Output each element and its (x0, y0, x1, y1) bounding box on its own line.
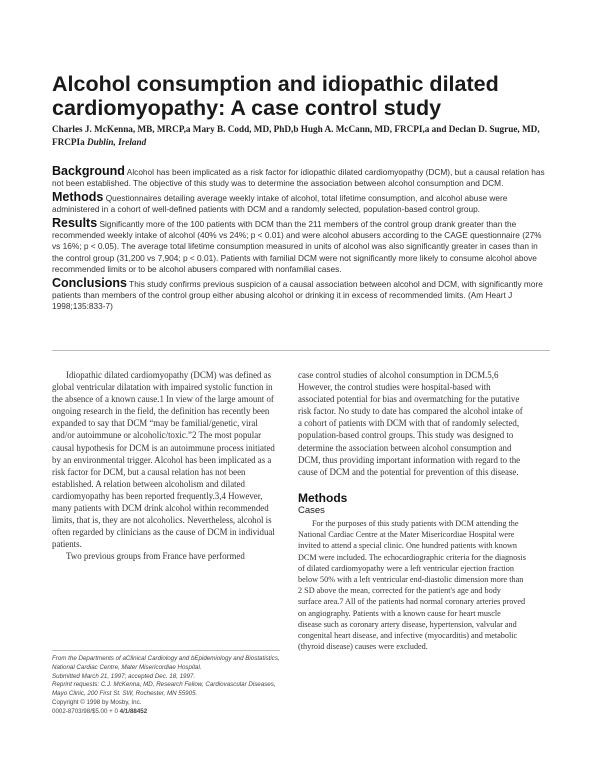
abstract-methods (52, 189, 550, 216)
article-title (52, 72, 552, 120)
title-line-1: Alcohol consumption and idiopathic dilated (52, 72, 499, 96)
footnote-institution: National Cardiac Centre, Mater Misericordiae Hospital. (52, 663, 202, 671)
abstract-conclusions (52, 275, 550, 313)
footnotes (52, 655, 284, 717)
results-text: Significantly more of the 100 patients with DCM than the 211 members of the control group drank greater than the recommended weekly intake of alcohol (40% vs 24%; p < 0.01) and were alcohol abusers according to the CAGE questionnaire (27% vs 16%; p < 0.05). The average total lifetime consumption measured in units of alcohol was also significantly greater in cases than in the control group (31,200 vs 7,904; p < 0.01). Patients with familial DCM were not significantly more likely to consume alcohol above recommended limits or to be alcohol abusers compared with nonfamilial cases. (52, 218, 542, 275)
footnote-divider (52, 650, 280, 651)
methods-abstract-heading: Methods (52, 189, 104, 204)
results-heading: Results (52, 215, 98, 230)
abstract-divider (52, 350, 550, 351)
authors-text: Charles J. McKenna, MB, MRCP,a Mary B. Codd, MD, PhD,b Hugh A. McCann, MD, FRCPI,a and Declan D. Sugrue, MD, FRCPIa (52, 124, 540, 147)
footnote-dates: Submitted March 21, 1997; accepted Dec. 18, 1997. (52, 672, 196, 680)
conclusions-text: This study confirms previous suspicion of a causal association between alcohol and DCM, with significantly more patients than members of the control group either abusing alcohol or drinking it in excess of recommended limits. (Am Heart J 1998;135:833-7) (52, 278, 543, 312)
body-column-left (52, 369, 280, 563)
cases-subheading: Cases (298, 504, 325, 516)
background-text: Alcohol has been implicated as a risk factor for idiopathic dilated cardiomyopathy (DCM), but a causal relation has not been established. The objective of this study was to determine the association between alcohol consumption and DCM. (52, 167, 545, 189)
footnote-price: 0002-8703/98/$5.00 + 0 (52, 707, 118, 715)
abstract-background (52, 166, 550, 190)
footnote-issn (52, 708, 284, 717)
body-column-right (298, 369, 526, 652)
intro-paragraph-1: Idiopathic dilated cardiomyopathy (DCM) was defined as global ventricular dilatation with impaired systolic function in the absence of a known cause.1 In view of the large amount of ongoing research in the field, the definition has recently been expanded to say that DCM “may be familial/genetic, viral and/or autoimmune or alcoholic/toxic.”2 The most popular causal hypothesis for DCM is an autoimmune process initiated by an environmental trigger. Alcohol has been implicated as a risk factor for DCM, but a causal relation has not been established. A relation between alcoholism and dilated cardiomyopathy has been reported frequently.3,4 However, many patients with DCM drink alcohol within recommended limits, that is, they are not alcoholics. Nevertheless, alcohol is often regarded by clinicians as the cause of DCM in individual patients. (52, 370, 275, 550)
title-line-2: cardiomyopathy: A case control study (52, 96, 442, 120)
author-location: Dublin, Ireland (86, 137, 147, 147)
author-list (52, 123, 548, 149)
footnote-address: Mayo Clinic, 200 First St. SW, Rochester, MN 55905. (52, 690, 198, 698)
footnote-code: 4/1/88452 (119, 707, 148, 715)
footnote-affiliation: From the Departments of aClinical Cardiology and bEpidemiology and Biostatistics, (52, 655, 280, 662)
conclusions-heading: Conclusions (52, 275, 128, 290)
methods-abstract-text: Questionnaires detailing average weekly intake of alcohol, total lifetime consumption, and alcohol abuse were administered in a cohort of well-defined patients with DCM and a randomly selected, population-based control group. (52, 192, 508, 215)
abstract (52, 166, 550, 315)
cases-paragraph: For the purposes of this study patients with DCM attending the National Cardiac Centre at the Mater Misericordiae Hospital were invited to attend a special clinic. One hundred patients with known DCM were included. The echocardiographic criteria for the diagnosis of dilated cardiomyopathy were a left ventricular ejection fraction below 50% with a left ventricular end-diastolic dimension more than 2 SD above the mean, corrected for the patient's age and body surface area.7 All of the patients had normal coronary arteries proved on angiography. Patients with a known cause for heart muscle disease such as coronary artery disease, hypertension, valvular and congenital heart disease, and infective (myocarditis) and metabolic (thyroid disease) causes were excluded. (298, 519, 526, 652)
footnote-reprint: Reprint requests: C.J. McKenna, MD, Research Fellow, Cardiovascular Diseases, (52, 681, 276, 689)
footnote-copyright: Copyright © 1998 by Mosby, Inc. (52, 698, 142, 706)
intro-paragraph-3: case control studies of alcohol consumption in DCM.5,6 However, the control studies were hospital-based with associated potential for bias and overmatching for the putative risk factor. No study to date has compared the alcohol intake of a cohort of patients with DCM with that of randomly selected, population-based control groups. This study was designed to determine the association between alcohol consumption and DCM, thus providing important information with regard to the cause of DCM and the potential for prevention of this disease. (298, 370, 523, 477)
intro-paragraph-2: Two previous groups from France have performed (66, 551, 245, 562)
background-heading: Background (52, 164, 125, 178)
abstract-results (52, 215, 550, 276)
methods-section-heading: Methods (298, 490, 348, 505)
